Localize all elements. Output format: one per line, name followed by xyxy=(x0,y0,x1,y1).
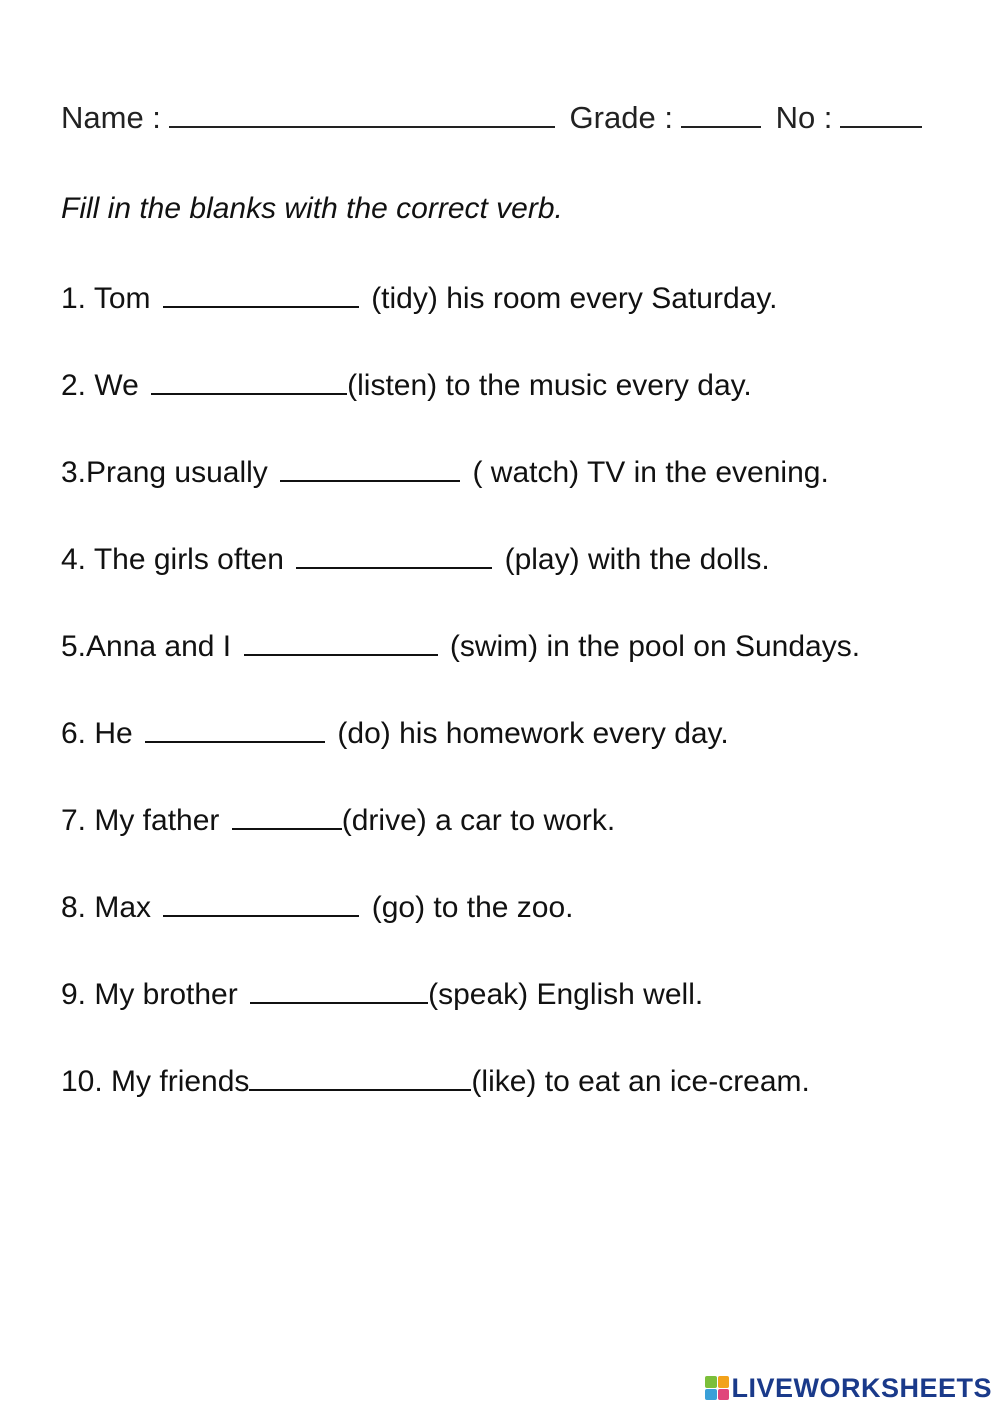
question-suffix: (do) his homework every day. xyxy=(337,717,729,750)
student-info-row xyxy=(61,96,941,140)
question-suffix: ( watch) TV in the evening. xyxy=(472,456,829,489)
watermark-text: LIVEWORKSHEETS xyxy=(731,1373,992,1403)
number-blank[interactable] xyxy=(840,98,922,128)
question-prefix: 1. Tom xyxy=(61,282,151,315)
question-prefix: 4. The girls often xyxy=(61,543,284,576)
grade-blank[interactable] xyxy=(681,98,761,128)
question-suffix: (tidy) his room every Saturday. xyxy=(371,282,778,315)
question-prefix: 10. My friends xyxy=(61,1065,250,1098)
name-label: Name : xyxy=(61,100,161,135)
question-suffix: (drive) a car to work. xyxy=(341,804,616,837)
liveworksheets-watermark xyxy=(705,1373,992,1403)
name-blank[interactable] xyxy=(169,98,555,128)
question-suffix: (swim) in the pool on Sundays. xyxy=(449,630,861,663)
answer-blank[interactable] xyxy=(151,367,347,395)
question-prefix: 8. Max xyxy=(61,891,152,924)
answer-blank[interactable] xyxy=(232,802,342,830)
question-prefix: 7. My father xyxy=(61,804,220,837)
answer-blank[interactable] xyxy=(163,889,359,917)
answer-blank[interactable] xyxy=(244,628,438,656)
logo-tile-blue xyxy=(705,1389,717,1401)
question-item xyxy=(61,626,961,713)
answer-blank[interactable] xyxy=(280,454,460,482)
question-item xyxy=(61,1061,961,1148)
question-prefix: 6. He xyxy=(61,717,133,750)
question-suffix: (speak) English well. xyxy=(428,978,704,1011)
question-item xyxy=(61,452,961,539)
question-suffix: (play) with the dolls. xyxy=(504,543,770,576)
grade-label: Grade : xyxy=(569,100,673,135)
question-list xyxy=(61,278,961,1148)
question-prefix: 2. We xyxy=(61,369,139,402)
logo-tile-pink xyxy=(718,1389,730,1401)
question-item xyxy=(61,278,961,365)
question-item xyxy=(61,539,961,626)
question-item xyxy=(61,713,961,800)
answer-blank[interactable] xyxy=(145,715,325,743)
question-item xyxy=(61,887,961,974)
question-suffix: (go) to the zoo. xyxy=(371,891,574,924)
number-label: No : xyxy=(775,100,833,135)
question-suffix: (like) to eat an ice-cream. xyxy=(471,1065,810,1098)
answer-blank[interactable] xyxy=(249,1063,471,1091)
liveworksheets-logo-icon xyxy=(705,1376,729,1400)
question-item xyxy=(61,365,961,452)
question-item xyxy=(61,800,961,887)
answer-blank[interactable] xyxy=(250,976,428,1004)
instruction-text: Fill in the blanks with the correct verb. xyxy=(61,192,563,225)
logo-tile-orange xyxy=(718,1376,730,1388)
logo-tile-green xyxy=(705,1376,717,1388)
question-prefix: 3.Prang usually xyxy=(61,456,268,489)
answer-blank[interactable] xyxy=(296,541,492,569)
answer-blank[interactable] xyxy=(163,280,359,308)
question-prefix: 9. My brother xyxy=(61,978,238,1011)
question-item xyxy=(61,974,961,1061)
question-suffix: (listen) to the music every day. xyxy=(347,369,752,402)
question-prefix: 5.Anna and I xyxy=(61,630,232,663)
